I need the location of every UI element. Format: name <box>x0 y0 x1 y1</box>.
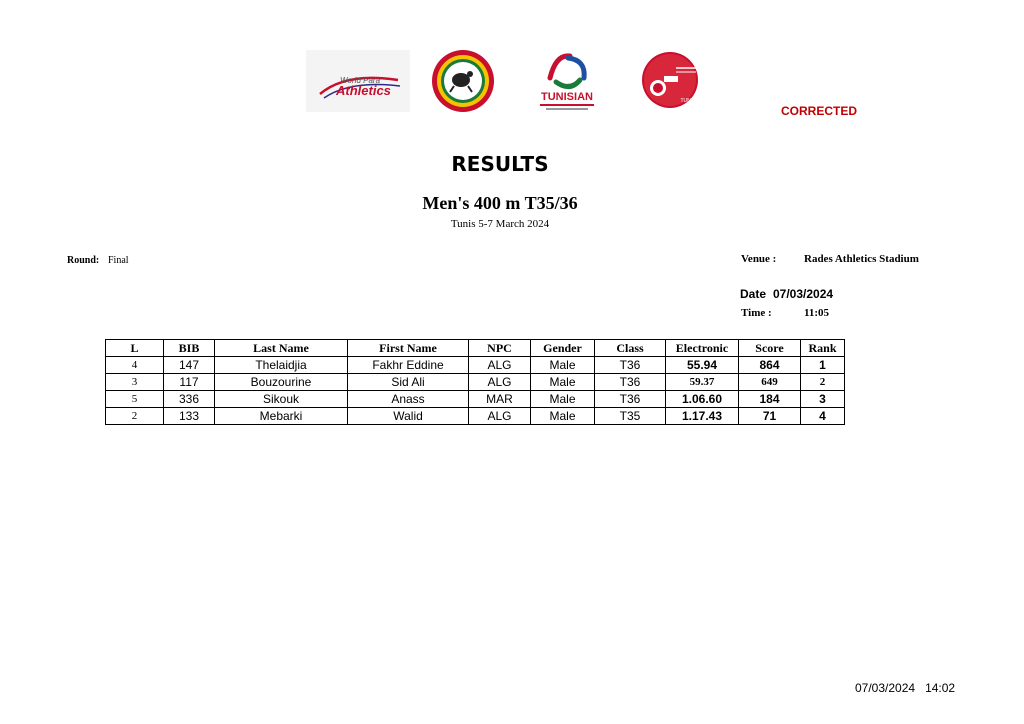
column-header: NPC <box>469 340 531 357</box>
npc-cell: ALG <box>469 374 531 391</box>
bib-cell: 117 <box>164 374 215 391</box>
table-row <box>106 408 845 425</box>
bib-cell: 336 <box>164 391 215 408</box>
electronic-cell: 55.94 <box>666 357 739 374</box>
last-name-cell: Sikouk <box>215 391 348 408</box>
rank-cell: 4 <box>801 408 845 425</box>
score-cell: 184 <box>739 391 801 408</box>
round-label: Round: <box>67 255 100 266</box>
table-header-row <box>106 340 845 357</box>
column-header: BIB <box>164 340 215 357</box>
time-value: 11:05 <box>804 307 830 319</box>
class-cell: T36 <box>595 357 666 374</box>
rank-cell: 2 <box>801 374 845 391</box>
lane-cell: 4 <box>106 357 164 374</box>
rank-cell: 1 <box>801 357 845 374</box>
world-para-athletics-logo <box>306 50 410 112</box>
npc-cell: ALG <box>469 408 531 425</box>
lane-cell: 5 <box>106 391 164 408</box>
footer-date: 07/03/2024 <box>855 681 916 695</box>
results-table <box>105 339 845 425</box>
column-header: Last Name <box>215 340 348 357</box>
column-header: Electronic <box>666 340 739 357</box>
svg-text:World Para: World Para <box>340 76 381 85</box>
electronic-cell: 59.37 <box>666 374 739 391</box>
venue-value: Rades Athletics Stadium <box>804 253 919 265</box>
score-cell: 649 <box>739 374 801 391</box>
gender-cell: Male <box>531 374 595 391</box>
olympic-committee-logo <box>428 48 498 114</box>
class-cell: T35 <box>595 408 666 425</box>
svg-text:Athletics: Athletics <box>336 83 391 98</box>
tunisian-logo-text: TUNISIAN <box>541 91 593 103</box>
gender-cell: Male <box>531 408 595 425</box>
score-cell: 71 <box>739 408 801 425</box>
last-name-cell: Bouzourine <box>215 374 348 391</box>
tunis-grand-prix-logo <box>636 50 704 112</box>
table-row <box>106 357 845 374</box>
event-subtitle: Tunis 5-7 March 2024 <box>450 218 550 230</box>
npc-cell: ALG <box>469 357 531 374</box>
class-cell: T36 <box>595 374 666 391</box>
corrected-label: CORRECTED <box>781 104 858 118</box>
venue-label: Venue : <box>741 253 777 265</box>
score-cell: 864 <box>739 357 801 374</box>
rank-cell: 3 <box>801 391 845 408</box>
gender-cell: Male <box>531 357 595 374</box>
date-value: 07/03/2024 <box>773 287 834 301</box>
column-header: Rank <box>801 340 845 357</box>
print-timestamp <box>855 681 965 695</box>
class-cell: T36 <box>595 391 666 408</box>
lane-cell: 2 <box>106 408 164 425</box>
electronic-cell: 1.06.60 <box>666 391 739 408</box>
first-name-cell: Anass <box>348 391 469 408</box>
first-name-cell: Walid <box>348 408 469 425</box>
gender-cell: Male <box>531 391 595 408</box>
column-header: First Name <box>348 340 469 357</box>
round-value: Final <box>108 255 129 266</box>
electronic-cell: 1.17.43 <box>666 408 739 425</box>
event-title: Men's 400 m T35/36 <box>422 193 578 213</box>
first-name-cell: Fakhr Eddine <box>348 357 469 374</box>
table-row <box>106 374 845 391</box>
last-name-cell: Thelaidjia <box>215 357 348 374</box>
column-header: L <box>106 340 164 357</box>
first-name-cell: Sid Ali <box>348 374 469 391</box>
bib-cell: 147 <box>164 357 215 374</box>
date-label: Date <box>740 287 767 301</box>
time-label: Time : <box>741 307 772 319</box>
lane-cell: 3 <box>106 374 164 391</box>
page-title: RESULTS <box>451 152 549 176</box>
bib-cell: 133 <box>164 408 215 425</box>
tunisian-paralympic-logo <box>530 48 604 114</box>
table-row <box>106 391 845 408</box>
column-header: Class <box>595 340 666 357</box>
npc-cell: MAR <box>469 391 531 408</box>
svg-text:TUNIS: TUNIS <box>680 98 696 104</box>
footer-time: 14:02 <box>925 681 956 695</box>
column-header: Gender <box>531 340 595 357</box>
last-name-cell: Mebarki <box>215 408 348 425</box>
column-header: Score <box>739 340 801 357</box>
